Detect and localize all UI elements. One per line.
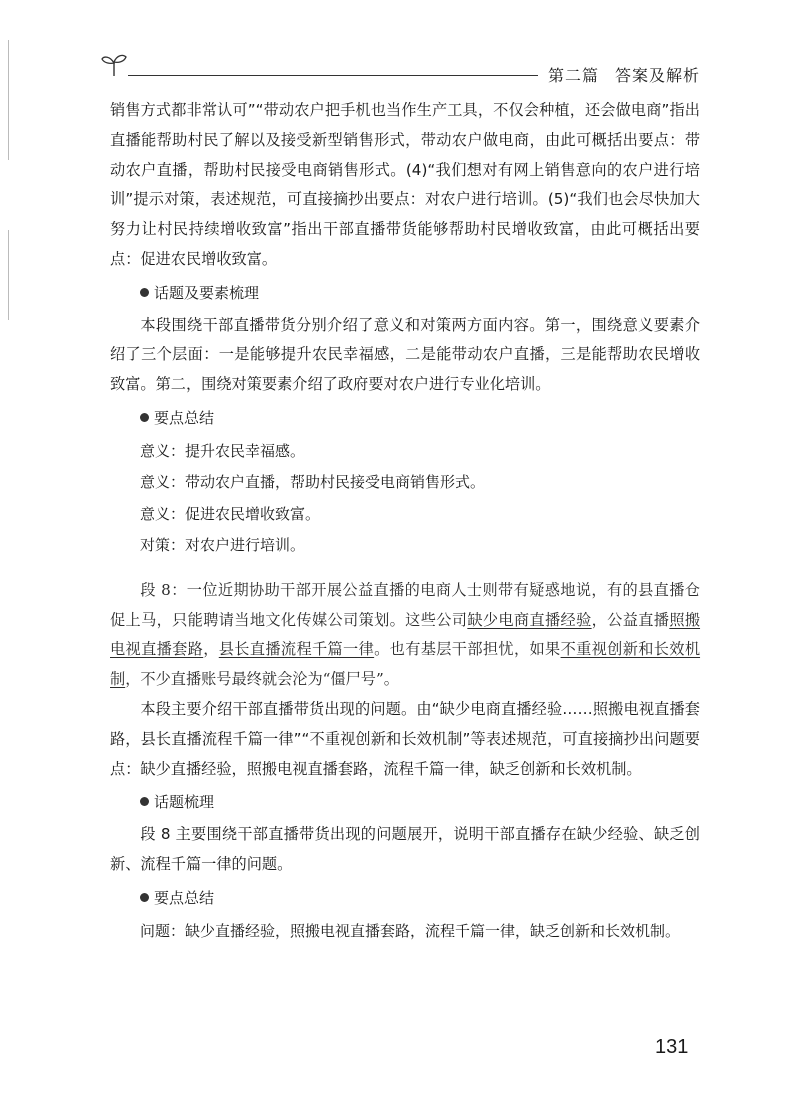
topic-paragraph: 段 8 主要围绕干部直播带货出现的问题展开，说明干部直播存在缺少经验、缺乏创新、流程千篇一律的问题。 [110, 825, 700, 873]
summary-heading-text: 要点总结 [154, 408, 215, 427]
summary-item: 意义：带动农户直播，帮助村民接受电商销售形式。 [140, 473, 486, 492]
bullet-icon [140, 893, 149, 902]
topic-heading [140, 788, 700, 818]
source-text: ，不少直播账号最终就会沦为“僵尸号”。 [125, 670, 399, 689]
topic-heading-text: 话题及要素梳理 [154, 283, 260, 302]
bullet-icon [140, 413, 149, 422]
summary-item: 意义：促进农民增收致富。 [140, 504, 321, 523]
header-title [548, 63, 700, 86]
page-number: 131 [655, 1036, 689, 1058]
page-body [110, 96, 700, 947]
source-text: 。也有基层干部担忧，如果 [374, 640, 561, 659]
underlined-phrase: 缺少电商直播经验 [467, 610, 592, 629]
intro-paragraph: 销售方式都非常认可”“带动农户把手机也当作生产工具，不仅会种植，还会做电商”指出直播能帮助村民了解以及接受新型销售形式，带动农户做电商，由此可概括出要点：带动农户直播，帮助村民接受电商销售形式。(4)“我们想对有网上销售意向的农户进行培训”提示对策，表述规范，可直接摘抄出要点：对农户进行培训。(5)“我们也会尽快加大努力让村民持续增收致富”指出干部直播带货能够帮助村民增收致富，由此可概括出要点：促进农民增收致富。 [110, 101, 700, 268]
topic-heading [140, 279, 700, 309]
topic-paragraph: 本段围绕干部直播带货分别介绍了意义和对策两方面内容。第一，围绕意义要素介绍了三个层面：一是能够提升农民幸福感，二是能带动农户直播，三是能帮助农民增收致富。第二，围绕对策要素介绍了政府要对农户进行专业化培训。 [110, 315, 700, 394]
section-title: 答案及解析 [615, 66, 701, 85]
binding-marks [8, 230, 9, 320]
summary-item: 问题：缺少直播经验，照搬电视直播套路，流程千篇一律，缺乏创新和长效机制。 [140, 921, 681, 940]
summary-heading [140, 404, 700, 434]
topic-heading-text: 话题梳理 [154, 793, 215, 812]
underlined-phrase: 照搬电视直播套路 [110, 610, 701, 659]
paragraph-label: 段 8： [140, 580, 187, 599]
summary-item: 意义：提升农民幸福感。 [140, 441, 306, 460]
bullet-icon [140, 797, 149, 806]
header-rule [128, 75, 538, 76]
underlined-phrase: 县长直播流程千篇一律 [218, 640, 375, 659]
underlined-phrase: 不重视创新和长效机制 [110, 640, 701, 689]
binding-marks [8, 40, 9, 160]
bullet-icon [140, 288, 149, 297]
part-title: 第二篇 [548, 66, 600, 85]
page-header [0, 0, 800, 90]
summary-heading-text: 要点总结 [154, 888, 215, 907]
source-text: 一位近期协助干部开展公益直播的电商人士则带有疑惑地说，有的县直播仓促上马，只能聘请当地文化传媒公司策划。这些公司 [110, 580, 700, 629]
analysis-paragraph: 本段主要介绍干部直播带货出现的问题。由“缺少电商直播经验……照搬电视直播套路，县长直播流程千篇一律”“不重视创新和长效机制”等表述规范，可直接摘抄出问题要点：缺少直播经验，照搬电视直播套路，流程千篇一律，缺乏创新和长效机制。 [110, 699, 700, 778]
summary-heading [140, 884, 700, 914]
source-paragraph-8 [110, 576, 700, 695]
sprout-icon [100, 52, 128, 78]
source-text: ， [203, 640, 219, 659]
source-text: ，公益直播 [591, 610, 670, 629]
summary-item: 对策：对农户进行培训。 [140, 536, 306, 555]
